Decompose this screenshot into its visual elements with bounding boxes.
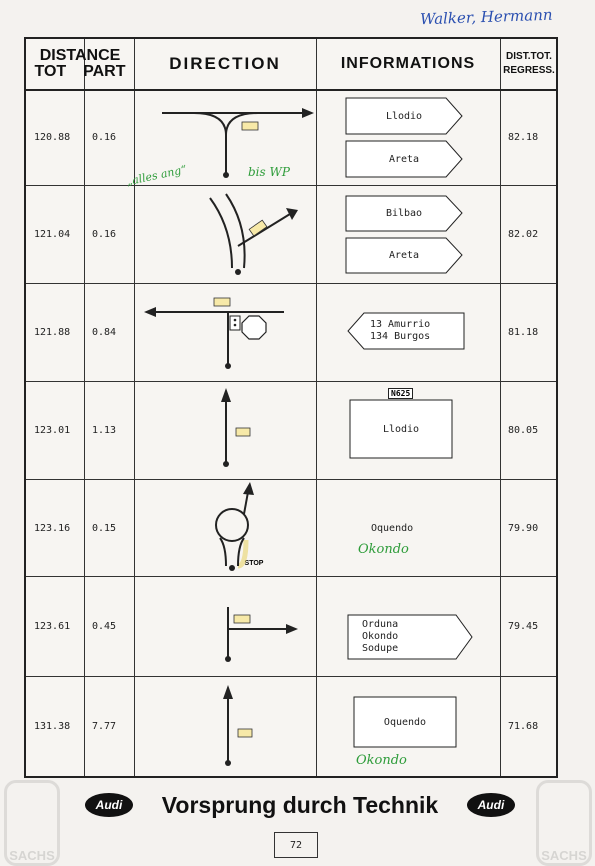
table-row [26,89,556,189]
header-direction: DIRECTION [169,54,281,73]
road-number-badge: N625 [388,388,413,399]
table-row [26,186,556,284]
distance-part: 0.16 [92,229,117,240]
road-sign [354,697,456,747]
table-header [26,39,556,91]
sign-label: Orduna Okondo Sodupe [362,619,399,654]
distance-part: 1.13 [92,425,117,436]
handwritten-note: „alles ang“ [125,162,188,189]
distance-part: 0.45 [92,621,117,632]
distance-tot: 121.04 [34,229,71,240]
sachs-watermark-right: SACHS [536,780,592,866]
distance-part: 7.77 [92,721,117,732]
distance-part: 0.84 [92,327,117,338]
road-sign [346,238,462,273]
handwritten-note: bis WP [248,165,290,179]
place-name: Oquendo [371,523,414,534]
distance-regress: 81.18 [508,327,539,338]
distance-regress: 79.45 [508,621,539,632]
stop-sign-label: STOP [244,560,264,567]
sachs-watermark-left: SACHS [4,780,60,866]
road-sign [348,615,472,659]
distance-regress: 82.02 [508,229,539,240]
distance-part: 0.15 [92,522,117,534]
sign-label: Llodio [382,423,420,435]
distance-regress: 80.05 [508,425,539,436]
footer-slogan [85,790,515,820]
table-row [26,677,556,776]
distance-regress: 82.18 [508,131,539,143]
distance-regress: 71.68 [508,721,539,732]
table-row [26,382,556,480]
sign-label: Llodio [385,110,423,122]
distance-tot: 120.88 [34,131,71,143]
header-distance [26,39,134,89]
page-number: 72 [274,832,318,858]
tulip-diagram [134,186,316,284]
audi-logo: Audi [85,793,133,817]
distance-tot: 121.88 [34,327,71,338]
road-sign [346,141,462,177]
handwritten-name: Walker, Hermann [419,5,553,29]
distance-part: 0.16 [92,131,117,143]
distance-tot: 123.01 [34,425,71,436]
sign-label: Areta [388,153,420,165]
table-row [26,577,556,677]
tulip-diagram [134,284,316,382]
sign-label: Bilbao [385,208,423,219]
tulip-diagram [134,577,316,677]
header-part: PART [83,63,126,80]
handwritten-note: Okondo [356,753,407,768]
road-sign [348,313,464,349]
sign-label: Areta [388,250,420,261]
audi-logo: Audi [467,793,515,817]
distance-tot: 123.16 [34,522,71,534]
tulip-diagram [134,677,316,776]
handwritten-note: Okondo [358,542,409,557]
tulip-diagram [134,382,316,480]
distance-tot: 123.61 [34,621,71,632]
header-informations: INFORMATIONS [340,55,476,72]
distance-regress: 79.90 [508,522,539,534]
roadbook-table [24,37,558,778]
table-row [26,480,556,577]
sign-label: Oquendo [383,716,427,728]
tulip-diagram [134,480,316,577]
road-sign [350,400,452,458]
header-distance-title: DISTANCE [39,47,121,64]
road-sign [346,196,462,231]
header-tot: TOT [34,63,67,80]
sign-label: 13 Amurrio 134 Burgos [370,319,431,342]
header-dist-tot-regress: DIST.TOT. REGRESS. [503,51,555,76]
road-sign [346,98,462,134]
distance-tot: 131.38 [34,721,71,732]
slogan-text: Vorsprung durch Technik [161,791,439,818]
